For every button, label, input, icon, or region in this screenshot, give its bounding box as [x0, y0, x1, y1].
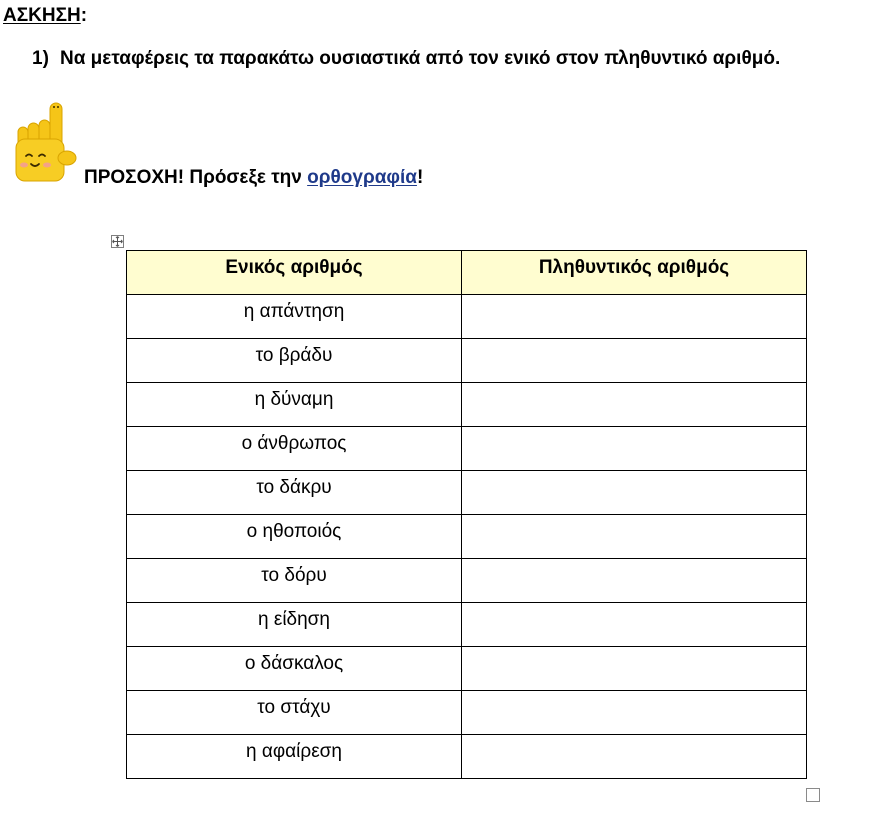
instruction-number: 1) [32, 48, 49, 69]
singular-cell: το βράδυ [127, 339, 462, 383]
instruction-text: Να μεταφέρεις τα παρακάτω ουσιαστικά από τον ενικό στον πληθυντικό αριθμό. [60, 48, 781, 69]
table-row [127, 691, 807, 735]
singular-cell: το στάχυ [127, 691, 462, 735]
plural-cell[interactable] [462, 471, 807, 515]
table-row [127, 427, 807, 471]
singular-cell: το δόρυ [127, 559, 462, 603]
plural-cell[interactable] [462, 339, 807, 383]
header-singular: Ενικός αριθμός [127, 251, 462, 295]
plural-cell[interactable] [462, 295, 807, 339]
words-table [126, 250, 807, 779]
table-header-row [127, 251, 807, 295]
table-row [127, 295, 807, 339]
table-row [127, 339, 807, 383]
table-row [127, 471, 807, 515]
table-row [127, 559, 807, 603]
table-row [127, 515, 807, 559]
table-row [127, 603, 807, 647]
exercise-heading [3, 5, 87, 27]
attention-prefix: ΠΡΟΣΟΧΗ! Πρόσεξε την [84, 167, 308, 188]
plural-cell[interactable] [462, 735, 807, 779]
header-plural: Πληθυντικός αριθμός [462, 251, 807, 295]
table-row [127, 647, 807, 691]
singular-cell: ο δάσκαλος [127, 647, 462, 691]
attention-note [84, 166, 423, 190]
exercise-title-colon: : [80, 5, 88, 26]
singular-cell: η είδηση [127, 603, 462, 647]
singular-cell: ο άνθρωπος [127, 427, 462, 471]
plural-cell[interactable] [462, 647, 807, 691]
plural-cell[interactable] [462, 691, 807, 735]
plural-cell[interactable] [462, 515, 807, 559]
table-move-icon[interactable] [111, 235, 124, 248]
spelling-link[interactable]: ορθογραφία [307, 167, 417, 188]
plural-cell[interactable] [462, 603, 807, 647]
plural-cell[interactable] [462, 559, 807, 603]
exercise-title: ΑΣΚΗΣΗ [3, 5, 81, 26]
singular-cell: ο ηθοποιός [127, 515, 462, 559]
singular-cell: η απάντηση [127, 295, 462, 339]
attention-suffix: ! [416, 167, 424, 188]
singular-cell: το δάκρυ [127, 471, 462, 515]
pointing-hand-emoji-icon [13, 101, 79, 185]
singular-cell: η αφαίρεση [127, 735, 462, 779]
instruction [32, 47, 780, 71]
plural-cell[interactable] [462, 383, 807, 427]
table-row [127, 383, 807, 427]
plural-cell[interactable] [462, 427, 807, 471]
singular-cell: η δύναμη [127, 383, 462, 427]
table-row [127, 735, 807, 779]
table-resize-icon[interactable] [806, 788, 820, 802]
